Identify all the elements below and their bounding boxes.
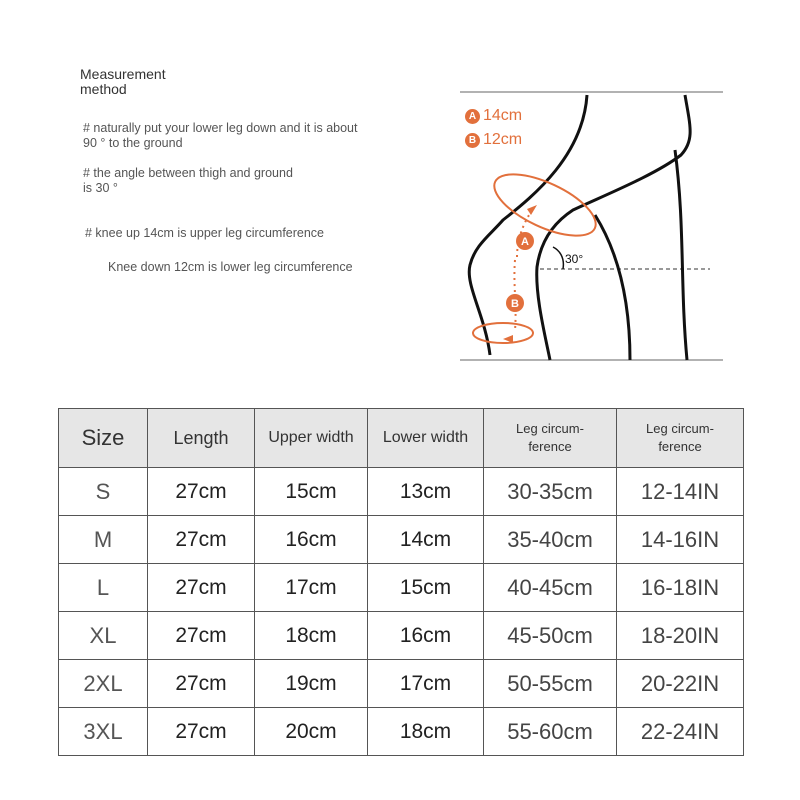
upper-arrow-icon <box>527 205 537 215</box>
legend-row-b <box>465 128 522 152</box>
upper-width-cell: 20cm <box>255 708 368 756</box>
lower-width-cell: 15cm <box>368 564 484 612</box>
lower-width-cell: 13cm <box>368 468 484 516</box>
note-lower-leg: # naturally put your lower leg down and it is about 90 ° to the ground <box>83 121 358 150</box>
legend-value-a: 14cm <box>483 107 523 124</box>
upper-width-cell: 18cm <box>255 612 368 660</box>
lower-width-cell: 14cm <box>368 516 484 564</box>
lower-width-cell: 16cm <box>368 612 484 660</box>
circumference-in-cell: 12-14IN <box>617 468 744 516</box>
length-cell: 27cm <box>148 516 255 564</box>
circumference-cm-cell: 30-35cm <box>484 468 617 516</box>
table-row <box>59 564 744 612</box>
size-cell: S <box>59 468 148 516</box>
measurement-title: Measurement method <box>80 66 166 97</box>
header-lower-width: Lower width <box>368 409 484 468</box>
length-cell: 27cm <box>148 612 255 660</box>
legend-value-b: 12cm <box>483 131 523 148</box>
circumference-cm-cell: 35-40cm <box>484 516 617 564</box>
table-row <box>59 516 744 564</box>
note-upper-circumference: # knee up 14cm is upper leg circumference <box>85 226 325 240</box>
length-cell: 27cm <box>148 468 255 516</box>
circumference-in-cell: 22-24IN <box>617 708 744 756</box>
legend-badge-a: A <box>465 109 480 124</box>
upper-width-cell: 19cm <box>255 660 368 708</box>
lower-width-cell: 17cm <box>368 660 484 708</box>
header-length: Length <box>148 409 255 468</box>
circumference-cm-cell: 55-60cm <box>484 708 617 756</box>
table-row <box>59 660 744 708</box>
circumference-in-cell: 18-20IN <box>617 612 744 660</box>
lower-measure-ring <box>473 323 533 343</box>
thigh-front-outline <box>537 95 690 360</box>
size-table <box>58 408 744 756</box>
circumference-cm-cell: 50-55cm <box>484 660 617 708</box>
length-cell: 27cm <box>148 708 255 756</box>
size-cell: 3XL <box>59 708 148 756</box>
size-cell: 2XL <box>59 660 148 708</box>
lower-arrow-icon <box>503 335 513 343</box>
header-upper-width: Upper width <box>255 409 368 468</box>
size-cell: M <box>59 516 148 564</box>
marker-b-label: B <box>511 298 519 310</box>
note-lower-circumference: Knee down 12cm is lower leg circumference <box>108 260 353 274</box>
upper-width-cell: 16cm <box>255 516 368 564</box>
circumference-cm-cell: 45-50cm <box>484 612 617 660</box>
table-row <box>59 468 744 516</box>
length-cell: 27cm <box>148 660 255 708</box>
length-cell: 27cm <box>148 564 255 612</box>
upper-width-cell: 15cm <box>255 468 368 516</box>
calf-back-outline <box>675 150 687 360</box>
circumference-in-cell: 16-18IN <box>617 564 744 612</box>
calf-front-outline <box>595 215 630 360</box>
header-leg-circumference-in: Leg circum- ference <box>617 409 744 468</box>
legend-badge-b: B <box>465 133 480 148</box>
marker-a-label: A <box>521 236 529 248</box>
circumference-in-cell: 20-22IN <box>617 660 744 708</box>
table-row <box>59 708 744 756</box>
circumference-in-cell: 14-16IN <box>617 516 744 564</box>
legend-row-a <box>465 104 522 128</box>
upper-width-cell: 17cm <box>255 564 368 612</box>
angle-label: 30° <box>565 252 584 266</box>
header-size: Size <box>59 409 148 468</box>
angle-arc <box>553 247 563 269</box>
lower-width-cell: 18cm <box>368 708 484 756</box>
table-header-row <box>59 409 744 468</box>
size-cell: XL <box>59 612 148 660</box>
header-leg-circumference-cm: Leg circum- ference <box>484 409 617 468</box>
diagram-legend <box>465 104 522 152</box>
table-row <box>59 612 744 660</box>
note-thigh-angle: # the angle between thigh and ground is 30 ° <box>83 166 293 195</box>
size-cell: L <box>59 564 148 612</box>
circumference-cm-cell: 40-45cm <box>484 564 617 612</box>
